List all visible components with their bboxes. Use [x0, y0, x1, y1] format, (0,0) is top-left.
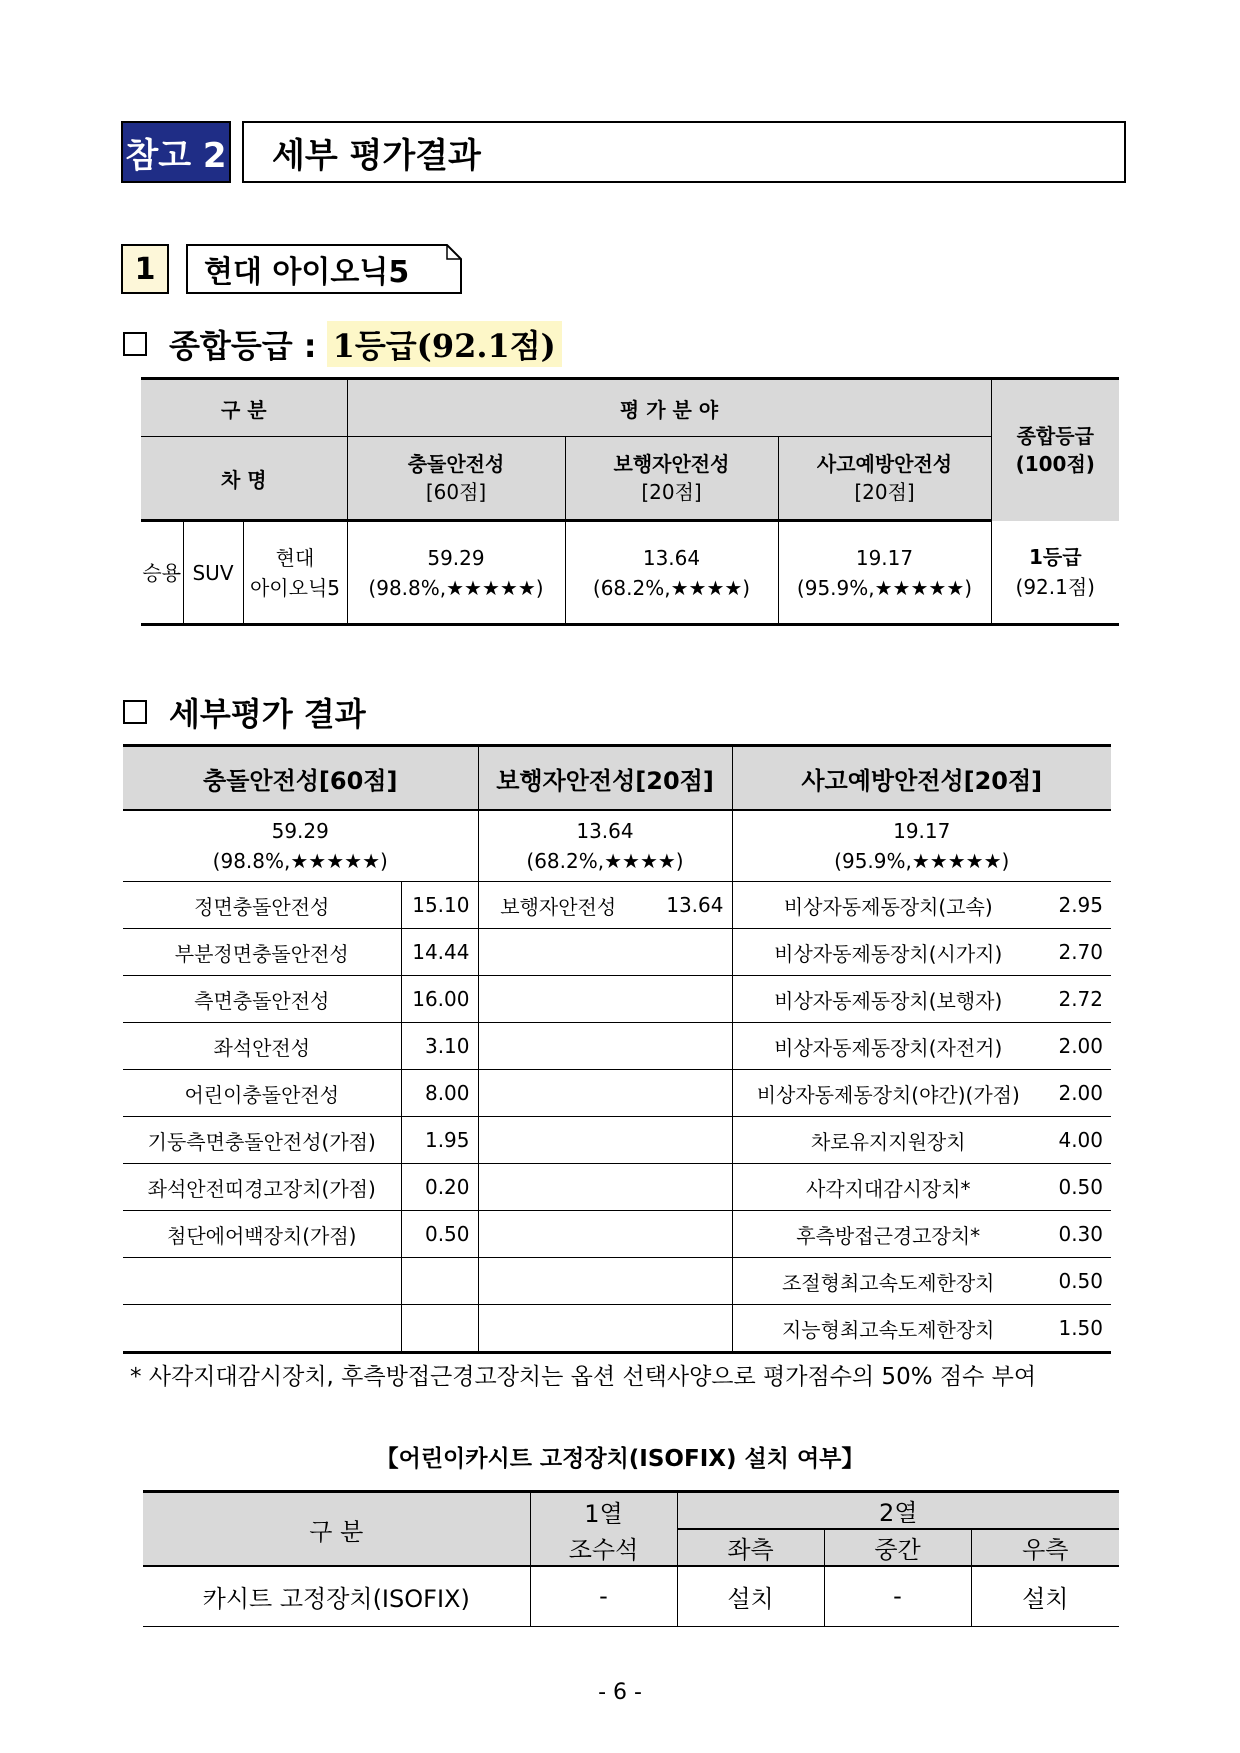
crash-item-name: 좌석안전띠경고장치(가점)	[123, 1164, 401, 1211]
isofix-title: 【어린이카시트 고정장치(ISOFIX) 설치 여부】	[375, 1446, 865, 1472]
square-bullet-icon	[123, 332, 147, 356]
crash-item-value: 0.50	[401, 1211, 478, 1258]
crash-item-name: 기둥측면충돌안전성(가점)	[123, 1117, 401, 1164]
crash-item-name: 부분정면충돌안전성	[123, 929, 401, 976]
crash-item-name: 좌석안전성	[123, 1023, 401, 1070]
isofix-header-left: 좌측	[677, 1529, 824, 1566]
pedestrian-item-name	[478, 1305, 638, 1353]
crash-total-cell: 59.29 (98.8%,★★★★★)	[123, 810, 478, 882]
table-row	[123, 1305, 1111, 1353]
accident-item-name: 비상자동제동장치(고속)	[732, 882, 1044, 929]
accident-item-name: 비상자동제동장치(시가지)	[732, 929, 1044, 976]
accident-score-cell: 19.17 (95.9%,★★★★★)	[778, 521, 991, 625]
crash-item-name: 어린이충돌안전성	[123, 1070, 401, 1117]
accident-item-value: 2.72	[1044, 976, 1111, 1023]
crash-item-value: 0.20	[401, 1164, 478, 1211]
pedestrian-item-value	[638, 1211, 732, 1258]
header-car: 차 명	[141, 437, 347, 521]
header-field: 평 가 분 야	[347, 379, 991, 437]
crash-item-value	[401, 1258, 478, 1305]
accident-item-value: 0.50	[1044, 1258, 1111, 1305]
accident-item-value: 2.95	[1044, 882, 1111, 929]
header-accident: 사고예방안전성 [20점]	[778, 437, 991, 521]
header-pedestrian: 보행자안전성 [20점]	[565, 437, 778, 521]
pedestrian-item-value	[638, 1070, 732, 1117]
header-crash: 충돌안전성 [60점]	[347, 437, 565, 521]
crash-item-value	[401, 1305, 478, 1353]
pedestrian-item-name	[478, 1117, 638, 1164]
pedestrian-item-value	[638, 1164, 732, 1211]
table-row	[123, 1258, 1111, 1305]
crash-score-cell: 59.29 (98.8%,★★★★★)	[347, 521, 565, 625]
crash-item-value: 3.10	[401, 1023, 478, 1070]
crash-item-name	[123, 1305, 401, 1353]
accident-total-cell: 19.17 (95.9%,★★★★★)	[732, 810, 1111, 882]
pedestrian-item-name	[478, 1164, 638, 1211]
isofix-table	[143, 1490, 1119, 1627]
pedestrian-item-name	[478, 976, 638, 1023]
crash-item-name: 측면충돌안전성	[123, 976, 401, 1023]
table-row	[123, 1070, 1111, 1117]
table-row	[123, 1023, 1111, 1070]
crash-item-value: 14.44	[401, 929, 478, 976]
section-number: 1	[121, 244, 169, 294]
isofix-header-right: 우측	[971, 1529, 1119, 1566]
crash-item-value: 1.95	[401, 1117, 478, 1164]
page-number: - 6 -	[598, 1680, 642, 1705]
crash-item-value: 16.00	[401, 976, 478, 1023]
isofix-header-middle: 중간	[824, 1529, 971, 1566]
accident-item-name: 사각지대감시장치*	[732, 1164, 1044, 1211]
detail-header-pedestrian: 보행자안전성[20점]	[478, 746, 732, 811]
table-row	[123, 882, 1111, 929]
isofix-value-middle: -	[824, 1566, 971, 1626]
pedestrian-item-name	[478, 929, 638, 976]
pedestrian-item-value	[638, 1305, 732, 1353]
car-type-1: 승용	[141, 521, 183, 625]
overall-grade-cell: 1등급 (92.1점)	[991, 521, 1119, 625]
isofix-header-row1: 1열	[530, 1492, 677, 1530]
accident-item-name: 후측방접근경고장치*	[732, 1211, 1044, 1258]
header-category: 구 분	[141, 379, 347, 437]
pedestrian-item-name	[478, 1258, 638, 1305]
pedestrian-item-name	[478, 1023, 638, 1070]
accident-item-value: 1.50	[1044, 1305, 1111, 1353]
accident-item-name: 지능형최고속도제한장치	[732, 1305, 1044, 1353]
crash-item-value: 8.00	[401, 1070, 478, 1117]
pedestrian-item-name: 보행자안전성	[478, 882, 638, 929]
accident-item-value: 2.00	[1044, 1023, 1111, 1070]
table-row	[123, 929, 1111, 976]
pedestrian-item-name	[478, 1070, 638, 1117]
accident-item-name: 조절형최고속도제한장치	[732, 1258, 1044, 1305]
accident-item-name: 차로유지지원장치	[732, 1117, 1044, 1164]
accident-item-name: 비상자동제동장치(보행자)	[732, 976, 1044, 1023]
footnote: * 사각지대감시장치, 후측방접근경고장치는 옵션 선택사양으로 평가점수의 50% 점수 부여	[130, 1364, 1037, 1390]
page-title: 세부 평가결과	[242, 121, 1126, 183]
square-bullet-icon	[123, 700, 147, 724]
detail-heading: 세부평가 결과	[123, 690, 366, 734]
overall-grade-heading	[123, 322, 562, 366]
accident-item-value: 0.30	[1044, 1211, 1111, 1258]
car-name-title: 현대 아이오닉5	[204, 255, 410, 290]
crash-item-value: 15.10	[401, 882, 478, 929]
overall-grade-value: 1등급(92.1점)	[327, 321, 562, 367]
table-row	[123, 1164, 1111, 1211]
crash-item-name: 첨단에어백장치(가점)	[123, 1211, 401, 1258]
isofix-header-category: 구 분	[143, 1492, 530, 1567]
isofix-value-left: 설치	[677, 1566, 824, 1626]
pedestrian-item-value	[638, 1023, 732, 1070]
accident-item-name: 비상자동제동장치(야간)(가점)	[732, 1070, 1044, 1117]
car-type-2: SUV	[183, 521, 243, 625]
pedestrian-item-value	[638, 929, 732, 976]
crash-item-name	[123, 1258, 401, 1305]
pedestrian-item-value	[638, 1117, 732, 1164]
crash-item-name: 정면충돌안전성	[123, 882, 401, 929]
pedestrian-score-cell: 13.64 (68.2%,★★★★)	[565, 521, 778, 625]
header-overall: 종합등급 (100점)	[991, 379, 1119, 521]
isofix-header-passenger: 조수석	[530, 1529, 677, 1566]
accident-item-name: 비상자동제동장치(자전거)	[732, 1023, 1044, 1070]
pedestrian-item-value: 13.64	[638, 882, 732, 929]
accident-item-value: 2.00	[1044, 1070, 1111, 1117]
detail-table	[123, 744, 1111, 1354]
pedestrian-item-name	[478, 1211, 638, 1258]
isofix-row-label: 카시트 고정장치(ISOFIX)	[143, 1566, 530, 1626]
car-name-cell: 현대 아이오닉5	[243, 521, 347, 625]
isofix-header-row2: 2열	[677, 1492, 1119, 1530]
summary-table	[141, 377, 1119, 626]
pedestrian-item-value	[638, 1258, 732, 1305]
table-row	[123, 976, 1111, 1023]
accident-item-value: 4.00	[1044, 1117, 1111, 1164]
table-row	[123, 1211, 1111, 1258]
detail-header-crash: 충돌안전성[60점]	[123, 746, 478, 811]
detail-header-accident: 사고예방안전성[20점]	[732, 746, 1111, 811]
table-row	[123, 1117, 1111, 1164]
accident-item-value: 0.50	[1044, 1164, 1111, 1211]
overall-grade-label: 종합등급 :	[169, 327, 317, 365]
accident-item-value: 2.70	[1044, 929, 1111, 976]
reference-tag: 참고 2	[121, 121, 231, 183]
pedestrian-total-cell: 13.64 (68.2%,★★★★)	[478, 810, 732, 882]
isofix-value-passenger: -	[530, 1566, 677, 1626]
isofix-value-right: 설치	[971, 1566, 1119, 1626]
pedestrian-item-value	[638, 976, 732, 1023]
